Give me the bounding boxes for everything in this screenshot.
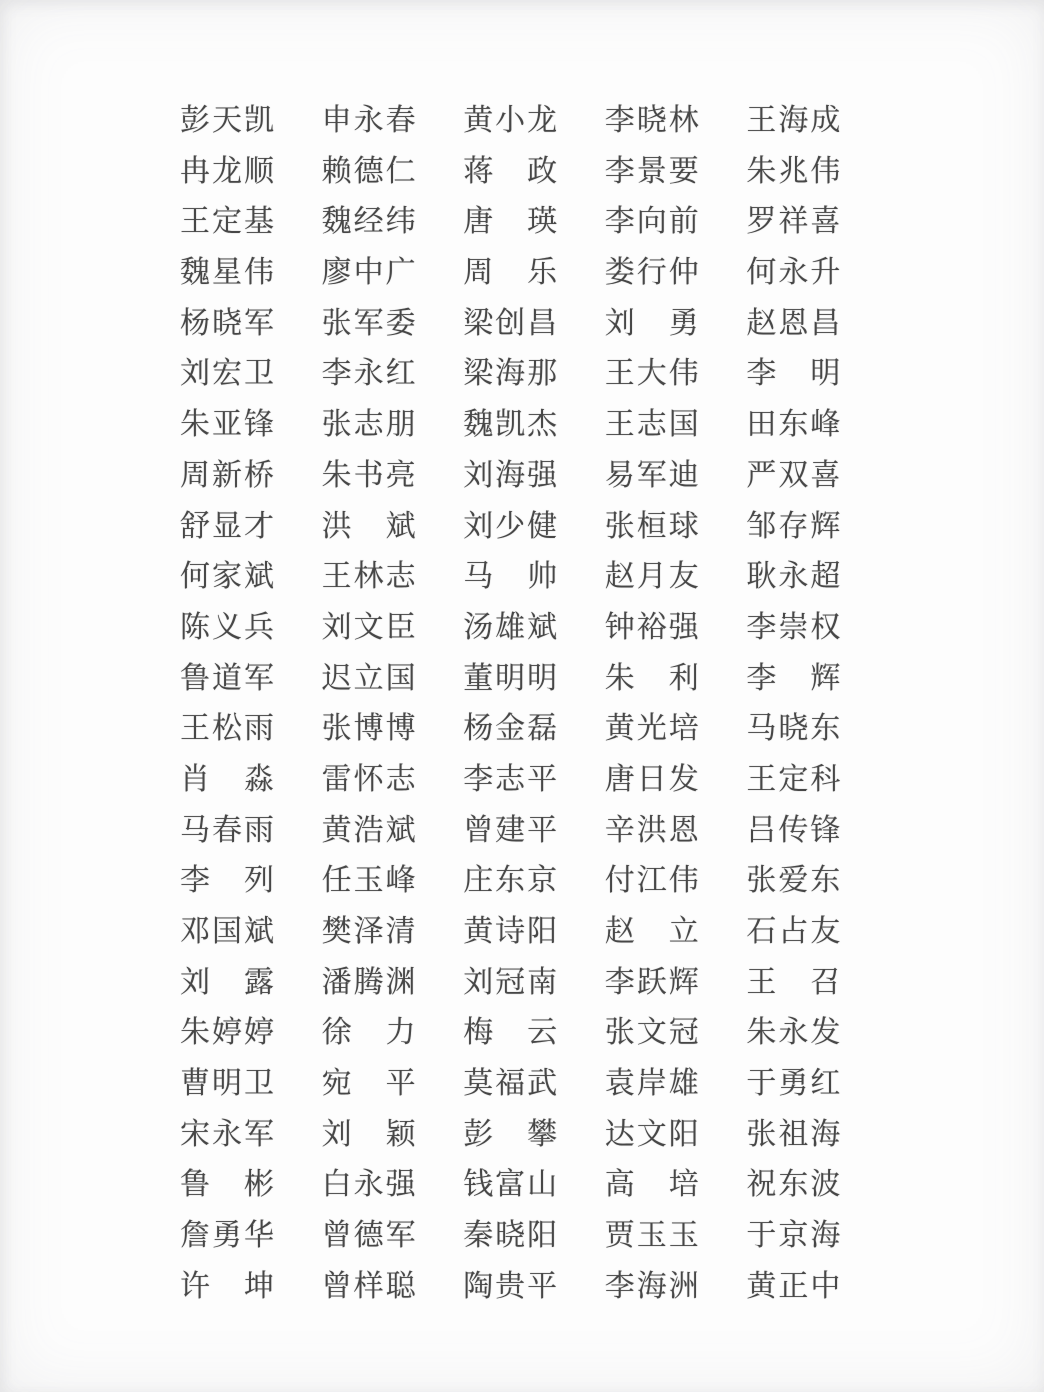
name-cell: 刘 勇 bbox=[604, 305, 701, 341]
name-cell: 马 帅 bbox=[463, 559, 560, 595]
name-cell: 王定科 bbox=[746, 761, 843, 797]
name-cell: 辛洪恩 bbox=[604, 812, 701, 848]
name-cell: 莫福武 bbox=[463, 1066, 560, 1102]
name-cell: 洪 斌 bbox=[321, 508, 418, 544]
name-cell: 朱亚锋 bbox=[180, 407, 276, 443]
name-cell: 娄行仲 bbox=[604, 255, 701, 291]
name-cell: 陶贵平 bbox=[463, 1268, 560, 1304]
name-cell: 白永强 bbox=[321, 1167, 418, 1203]
name-cell: 邓国斌 bbox=[180, 914, 276, 949]
name-cell: 梁海那 bbox=[463, 356, 560, 392]
name-cell: 陈义兵 bbox=[180, 609, 276, 645]
name-cell: 许 坤 bbox=[180, 1268, 276, 1304]
name-cell: 何家斌 bbox=[180, 559, 276, 595]
name-cell: 朱永发 bbox=[746, 1015, 843, 1051]
name-cell: 刘宏卫 bbox=[180, 356, 276, 392]
name-cell: 李海洲 bbox=[604, 1268, 701, 1304]
name-cell: 冉龙顺 bbox=[180, 153, 276, 189]
name-cell: 朱 利 bbox=[604, 660, 701, 696]
name-cell: 付江伟 bbox=[604, 863, 701, 899]
name-cell: 朱兆伟 bbox=[746, 153, 843, 189]
name-cell: 魏星伟 bbox=[180, 255, 276, 291]
name-cell: 李永红 bbox=[321, 356, 418, 392]
name-cell: 唐日发 bbox=[604, 761, 701, 797]
name-cell: 李向前 bbox=[604, 204, 701, 240]
name-cell: 周新桥 bbox=[180, 457, 276, 493]
name-cell: 李跃辉 bbox=[604, 964, 701, 1000]
name-cell: 于京海 bbox=[746, 1218, 843, 1254]
name-cell: 马晓东 bbox=[746, 711, 843, 747]
name-cell: 彭 攀 bbox=[463, 1116, 560, 1152]
name-cell: 王海成 bbox=[746, 103, 843, 138]
name-cell: 张桓球 bbox=[604, 508, 701, 544]
name-cell: 钟裕强 bbox=[604, 609, 701, 645]
name-cell: 黄光培 bbox=[604, 711, 701, 747]
name-cell: 李 辉 bbox=[746, 660, 843, 696]
name-cell: 樊泽清 bbox=[321, 914, 418, 949]
name-cell: 王林志 bbox=[321, 559, 418, 595]
name-cell: 张爱东 bbox=[746, 863, 843, 899]
name-cell: 李 列 bbox=[180, 863, 276, 899]
name-cell: 刘冠南 bbox=[463, 964, 560, 1000]
name-cell: 鲁 彬 bbox=[180, 1167, 276, 1203]
name-cell: 李志平 bbox=[463, 761, 560, 797]
name-cell: 石占友 bbox=[746, 914, 843, 949]
name-cell: 黄诗阳 bbox=[463, 914, 560, 949]
name-cell: 王大伟 bbox=[604, 356, 701, 392]
name-cell: 朱婷婷 bbox=[180, 1015, 276, 1051]
name-cell: 刘 露 bbox=[180, 964, 276, 1000]
name-cell: 肖 淼 bbox=[180, 761, 276, 797]
name-cell: 黄小龙 bbox=[463, 103, 560, 138]
name-cell: 迟立国 bbox=[321, 660, 418, 696]
name-cell: 李崇权 bbox=[746, 609, 843, 645]
name-cell: 张文冠 bbox=[604, 1015, 701, 1051]
name-cell: 王定基 bbox=[180, 204, 276, 240]
name-cell: 刘少健 bbox=[463, 508, 560, 544]
name-cell: 詹勇华 bbox=[180, 1218, 276, 1254]
name-cell: 潘腾渊 bbox=[321, 964, 418, 1000]
name-cell: 易军迪 bbox=[604, 457, 701, 493]
name-cell: 梅 云 bbox=[463, 1015, 560, 1051]
name-cell: 严双喜 bbox=[746, 457, 843, 493]
name-cell: 秦晓阳 bbox=[463, 1218, 560, 1254]
name-cell: 贾玉玉 bbox=[604, 1218, 701, 1254]
name-cell: 赵月友 bbox=[604, 559, 701, 595]
name-cell: 张志朋 bbox=[321, 407, 418, 443]
name-cell: 曾建平 bbox=[463, 812, 560, 848]
name-cell: 蒋 政 bbox=[463, 153, 560, 189]
name-cell: 李 明 bbox=[746, 356, 843, 392]
name-cell: 袁岸雄 bbox=[604, 1066, 701, 1102]
name-cell: 马春雨 bbox=[180, 812, 276, 848]
name-cell: 宋永军 bbox=[180, 1116, 276, 1152]
name-cell: 于勇红 bbox=[746, 1066, 843, 1102]
name-cell: 周 乐 bbox=[463, 255, 560, 291]
name-cell: 黄浩斌 bbox=[321, 812, 418, 848]
name-cell: 钱富山 bbox=[463, 1167, 560, 1203]
name-cell: 张军委 bbox=[321, 305, 418, 341]
name-cell: 祝东波 bbox=[746, 1167, 843, 1203]
name-cell: 达文阳 bbox=[604, 1116, 701, 1152]
name-cell: 李晓林 bbox=[604, 103, 701, 138]
name-cell: 宛 平 bbox=[321, 1066, 418, 1102]
name-cell: 曾样聪 bbox=[321, 1268, 418, 1304]
name-cell: 耿永超 bbox=[746, 559, 843, 595]
name-cell: 田东峰 bbox=[746, 407, 843, 443]
name-cell: 杨金磊 bbox=[463, 711, 560, 747]
name-cell: 舒显才 bbox=[180, 508, 276, 544]
name-cell: 王志国 bbox=[604, 407, 701, 443]
name-cell: 彭天凯 bbox=[180, 103, 276, 138]
name-cell: 曾德军 bbox=[321, 1218, 418, 1254]
name-cell: 魏凯杰 bbox=[463, 407, 560, 443]
name-cell: 梁创昌 bbox=[463, 305, 560, 341]
name-cell: 黄正中 bbox=[746, 1268, 843, 1304]
name-cell: 曹明卫 bbox=[180, 1066, 276, 1102]
name-cell: 汤雄斌 bbox=[463, 609, 560, 645]
name-cell: 赵 立 bbox=[604, 914, 701, 949]
name-cell: 唐 瑛 bbox=[463, 204, 560, 240]
name-cell: 张祖海 bbox=[746, 1116, 843, 1152]
name-cell: 徐 力 bbox=[321, 1015, 418, 1051]
name-cell: 吕传锋 bbox=[746, 812, 843, 848]
name-cell: 杨晓军 bbox=[180, 305, 276, 341]
name-cell: 刘文臣 bbox=[321, 609, 418, 645]
name-cell: 朱书亮 bbox=[321, 457, 418, 493]
name-cell: 刘 颖 bbox=[321, 1116, 418, 1152]
name-cell: 何永升 bbox=[746, 255, 843, 291]
name-cell: 庄东京 bbox=[463, 863, 560, 899]
name-cell: 刘海强 bbox=[463, 457, 560, 493]
name-cell: 申永春 bbox=[321, 103, 418, 138]
name-cell: 邹存辉 bbox=[746, 508, 843, 544]
name-cell: 鲁道军 bbox=[180, 660, 276, 696]
name-cell: 董明明 bbox=[463, 660, 560, 696]
name-cell: 魏经纬 bbox=[321, 204, 418, 240]
name-cell: 赵恩昌 bbox=[746, 305, 843, 341]
name-cell: 高 培 bbox=[604, 1167, 701, 1203]
name-cell: 任玉峰 bbox=[321, 863, 418, 899]
name-cell: 罗祥喜 bbox=[746, 204, 843, 240]
name-cell: 王松雨 bbox=[180, 711, 276, 747]
name-cell: 雷怀志 bbox=[321, 761, 418, 797]
name-cell: 张博博 bbox=[321, 711, 418, 747]
name-cell: 廖中广 bbox=[321, 255, 418, 291]
name-cell: 李景要 bbox=[604, 153, 701, 189]
name-cell: 赖德仁 bbox=[321, 153, 418, 189]
name-cell: 王 召 bbox=[746, 964, 843, 1000]
name-list bbox=[180, 96, 888, 1313]
